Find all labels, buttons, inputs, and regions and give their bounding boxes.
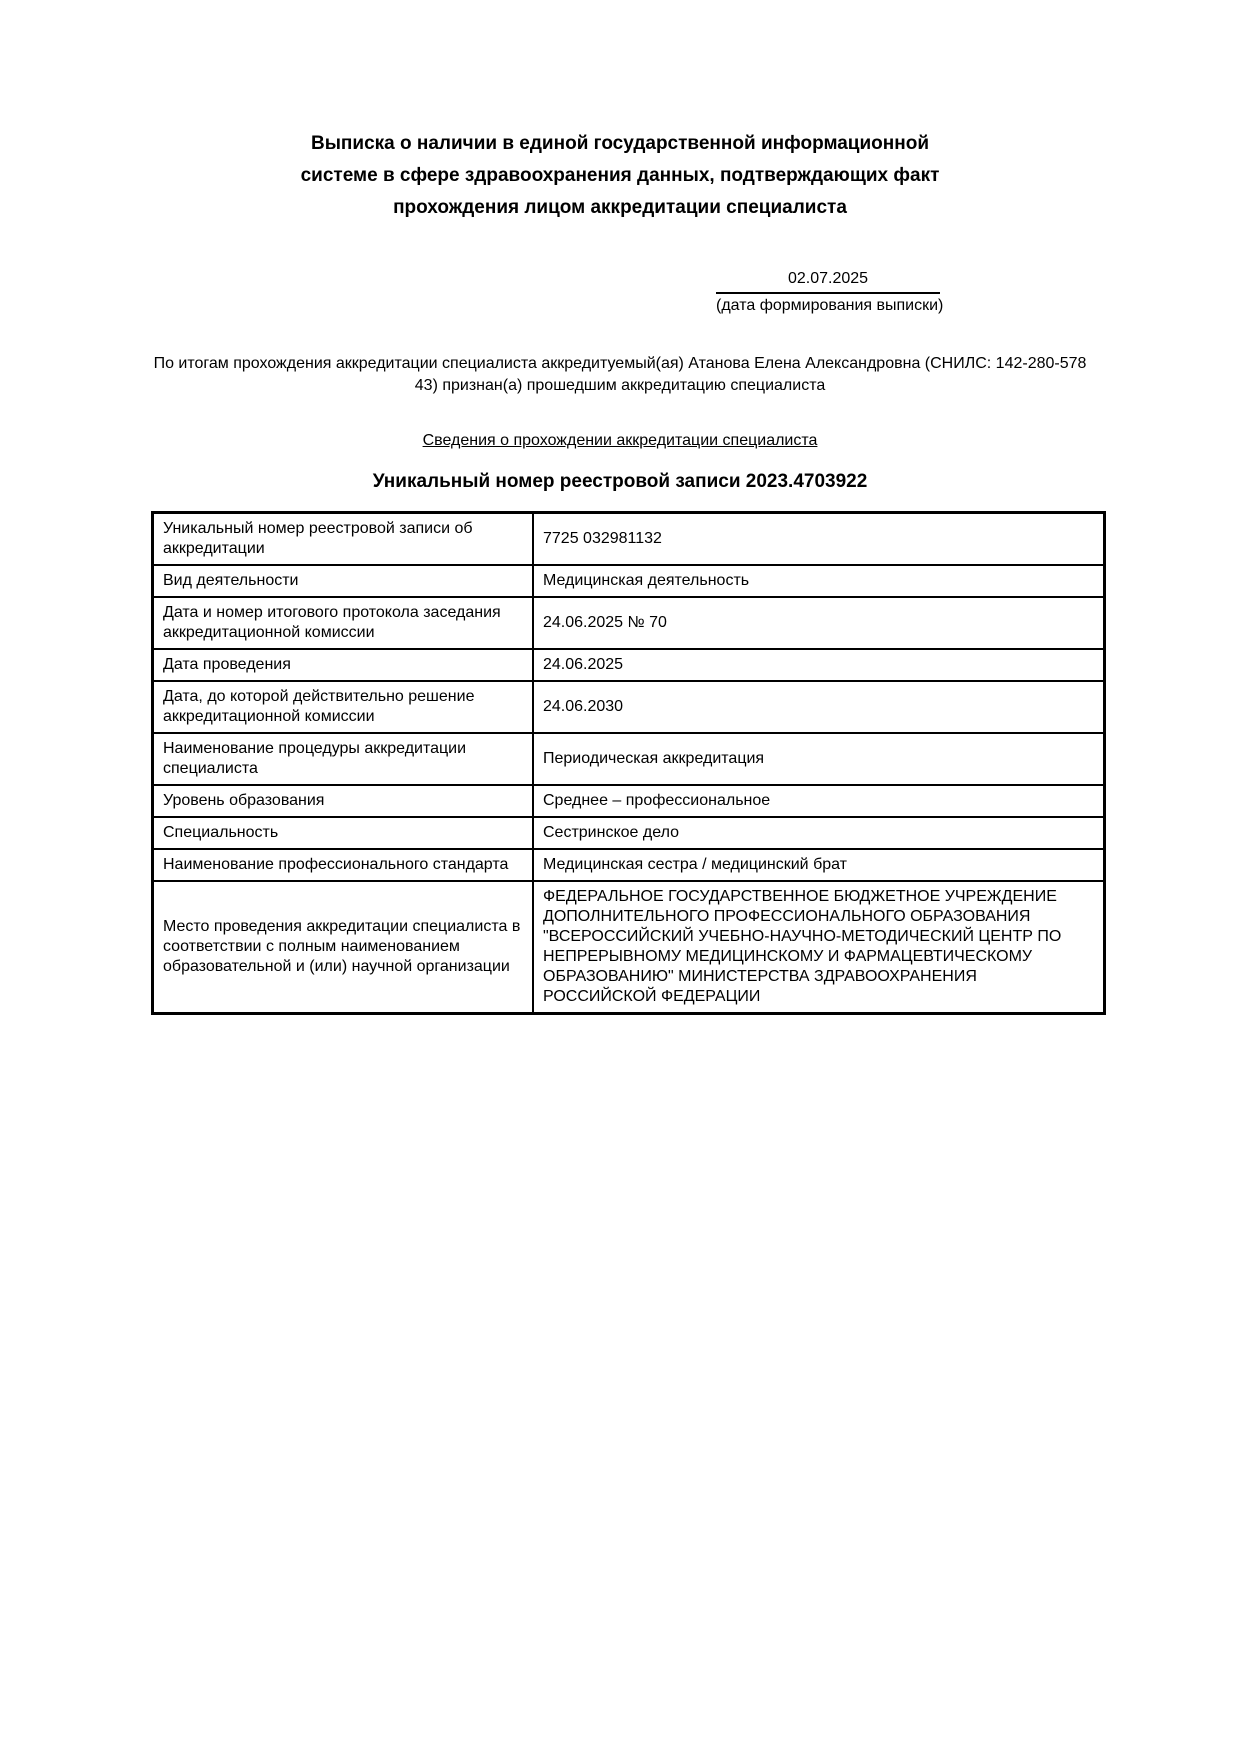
- intro-paragraph: По итогам прохождения аккредитации специалиста аккредитуемый(ая) Атанова Елена Александровна (СНИЛС: 142-280-578 43) признан(а) прошедшим аккредитацию специалиста: [153, 355, 1087, 394]
- section-heading: Сведения о прохождении аккредитации специалиста: [422, 432, 818, 449]
- row-label: Наименование процедуры аккредитации специалиста: [153, 733, 534, 785]
- row-label: Место проведения аккредитации специалиста в соответствии с полным наименованием образовательной и (или) научной организации: [153, 881, 534, 1014]
- formation-date-block: [716, 269, 944, 316]
- row-label: Уровень образования: [153, 785, 534, 817]
- row-label: Вид деятельности: [153, 565, 534, 597]
- row-value: 24.06.2030: [533, 681, 1105, 733]
- row-label: Дата, до которой действительно решение аккредитационной комиссии: [153, 681, 534, 733]
- row-value: 24.06.2025 № 70: [533, 597, 1105, 649]
- accreditation-table-body: [153, 513, 1105, 1014]
- row-label: Дата проведения: [153, 649, 534, 681]
- table-row: [153, 849, 1105, 881]
- row-value: 24.06.2025: [533, 649, 1105, 681]
- row-value: Сестринское дело: [533, 817, 1105, 849]
- row-value: ФЕДЕРАЛЬНОЕ ГОСУДАРСТВЕННОЕ БЮДЖЕТНОЕ УЧРЕЖДЕНИЕ ДОПОЛНИТЕЛЬНОГО ПРОФЕССИОНАЛЬНОГО ОБРАЗОВАНИЯ "ВСЕРОССИЙСКИЙ УЧЕБНО-НАУЧНО-МЕТОДИЧЕСКИЙ ЦЕНТР ПО НЕПРЕРЫВНОМУ МЕДИЦИНСКОМУ И ФАРМАЦЕВТИЧЕСКОМУ ОБРАЗОВАНИЮ" МИНИСТЕРСТВА ЗДРАВООХРАНЕНИЯ РОССИЙСКОЙ ФЕДЕРАЦИИ: [533, 881, 1105, 1014]
- row-value: Медицинская деятельность: [533, 565, 1105, 597]
- row-value: 7725 032981132: [533, 513, 1105, 566]
- table-row: [153, 649, 1105, 681]
- row-value: Среднее – профессиональное: [533, 785, 1105, 817]
- table-row: [153, 513, 1105, 566]
- formation-date: 02.07.2025: [716, 269, 940, 294]
- table-row: [153, 597, 1105, 649]
- row-label: Специальность: [153, 817, 534, 849]
- row-value: Медицинская сестра / медицинский брат: [533, 849, 1105, 881]
- registry-number-heading: Уникальный номер реестровой записи 2023.4703922: [372, 471, 868, 492]
- row-label: Наименование профессионального стандарта: [153, 849, 534, 881]
- table-row: [153, 817, 1105, 849]
- row-label: Уникальный номер реестровой записи об аккредитации: [153, 513, 534, 566]
- formation-date-caption: (дата формирования выписки): [716, 297, 944, 314]
- table-row: [153, 681, 1105, 733]
- row-label: Дата и номер итогового протокола заседания аккредитационной комиссии: [153, 597, 534, 649]
- table-row: [153, 881, 1105, 1014]
- row-value: Периодическая аккредитация: [533, 733, 1105, 785]
- accreditation-table: [151, 511, 1106, 1015]
- table-row: [153, 733, 1105, 785]
- page-title: Выписка о наличии в единой государственной информационной системе в сфере здравоохранения данных, подтверждающих факт прохождения лицом аккредитации специалиста: [300, 133, 940, 218]
- table-row: [153, 785, 1105, 817]
- table-row: [153, 565, 1105, 597]
